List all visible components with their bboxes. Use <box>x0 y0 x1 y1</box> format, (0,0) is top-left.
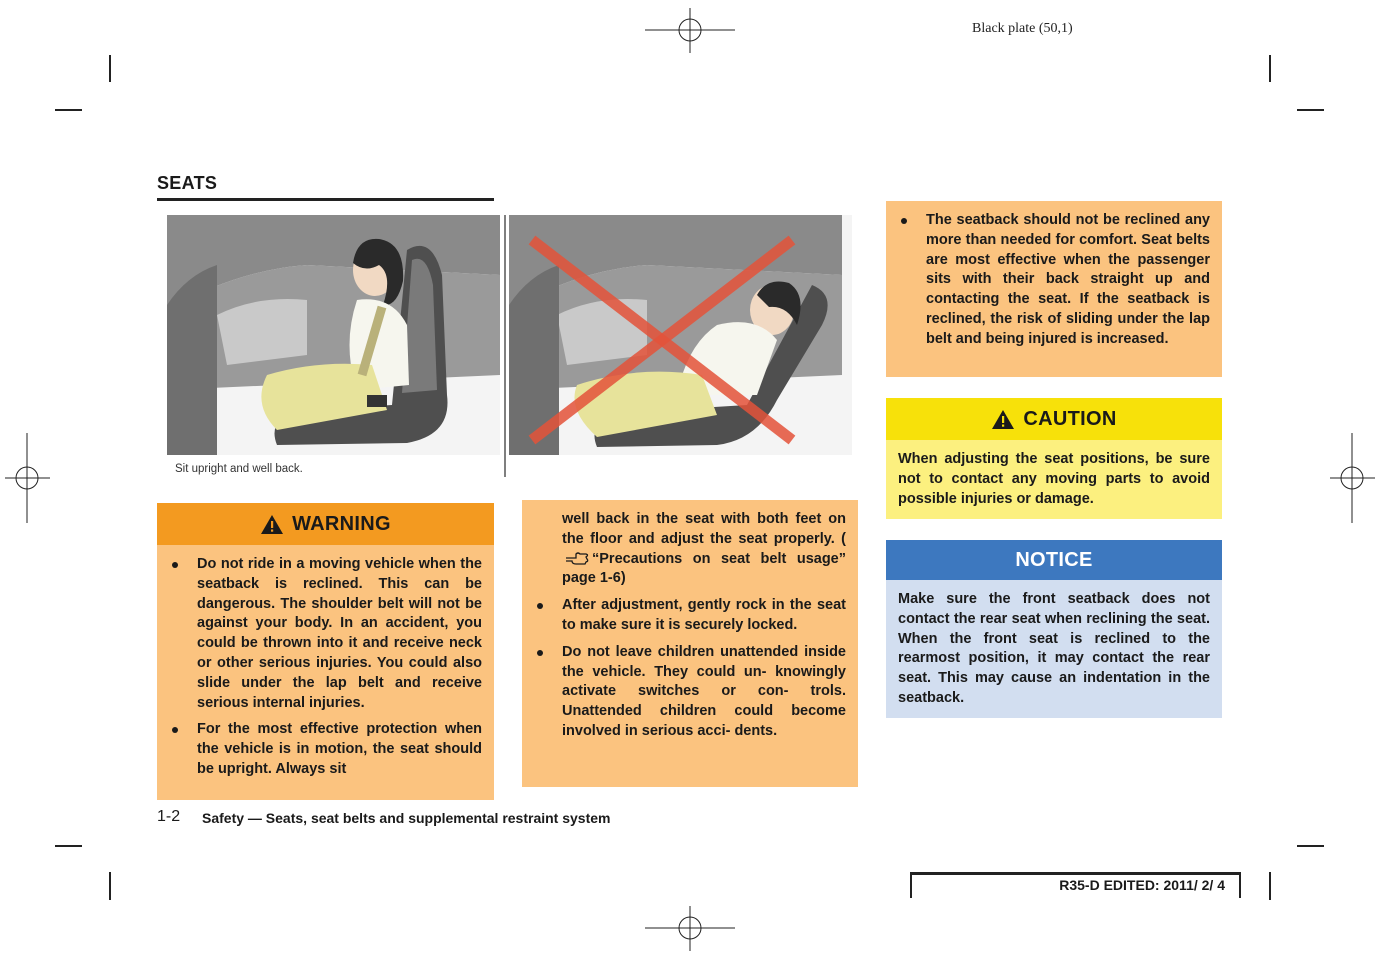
recline-advice-item: The seatback should not be reclined any more than needed for comfort. Seat belts are most effective when the passenger sits with their back straight up and contacting the seat. If the seatback is reclined, the risk of sliding under the lap belt and being injured is increased. <box>898 211 1210 350</box>
page-number: 1-2 <box>157 808 181 825</box>
notice-label: NOTICE <box>1015 548 1093 571</box>
warning-continued-prefix: well back in the seat with both feet on the floor and adjust the seat properly. ( <box>562 511 846 547</box>
caution-body: When adjusting the seat positions, be sure not to contact any moving parts to avoid possible injuries or damage. <box>886 440 1222 519</box>
registration-mark-bottom <box>645 906 735 951</box>
registration-mark-left <box>5 433 50 523</box>
warning-item-rock-seat: After adjustment, gently rock in the seat to make sure it is securely locked. <box>534 596 846 636</box>
illustration-caption: Sit upright and well back. <box>175 463 303 475</box>
recline-advice-box <box>886 201 1222 377</box>
warning-label: WARNING <box>292 512 391 535</box>
warning-reference-link[interactable]: “Precautions on seat belt usage” page 1-6) <box>562 550 846 587</box>
registration-mark-top <box>645 8 735 53</box>
notice-body: Make sure the front seatback does not contact the rear seat when reclining the seat. When the front seat is reclined to the rearmost position, it may contact the rear seat. This may cause an indentation in the seatback. <box>886 580 1222 718</box>
edited-stamp-box <box>910 872 1241 898</box>
caution-header <box>886 398 1222 440</box>
warning-item-recline: Do not ride in a moving vehicle when the seatback is reclined. This can be dangerous. The shoulder belt will not be against your body. In an accident, you could be thrown into it and receive neck or other serious injuries. You could also slide under the lap belt and receive serious internal injuries. <box>169 555 482 713</box>
warning-item-upright: For the most effective protection when the vehicle is in motion, the seat should be upright. Always sit <box>169 720 482 779</box>
footer-section-title: Safety — Seats, seat belts and supplemental restraint system <box>202 810 611 826</box>
reference-hand-icon <box>564 550 590 566</box>
edited-stamp: R35-D EDITED: 2011/ 2/ 4 <box>1059 877 1225 893</box>
caution-triangle-icon <box>991 409 1015 430</box>
registration-mark-right <box>1330 433 1375 523</box>
warning-body <box>157 545 494 800</box>
notice-header <box>886 540 1222 580</box>
section-heading: SEATS <box>157 173 218 193</box>
heading-rule <box>157 198 494 201</box>
warning-item-children: Do not leave children unattended inside the vehicle. They could un- knowingly activate switches or con- trols. Unattended children could become involved in serious acci- dents. <box>534 643 846 742</box>
plate-label: Black plate (50,1) <box>972 21 1073 36</box>
warning-continued-text <box>534 510 846 589</box>
warning-continuation <box>522 500 858 787</box>
warning-triangle-icon <box>260 514 284 535</box>
reclined-seat-panel <box>509 215 852 455</box>
caution-label: CAUTION <box>1023 407 1117 430</box>
upright-seat-panel <box>167 215 500 455</box>
warning-header <box>157 503 494 545</box>
seat-posture-illustration <box>157 215 852 480</box>
